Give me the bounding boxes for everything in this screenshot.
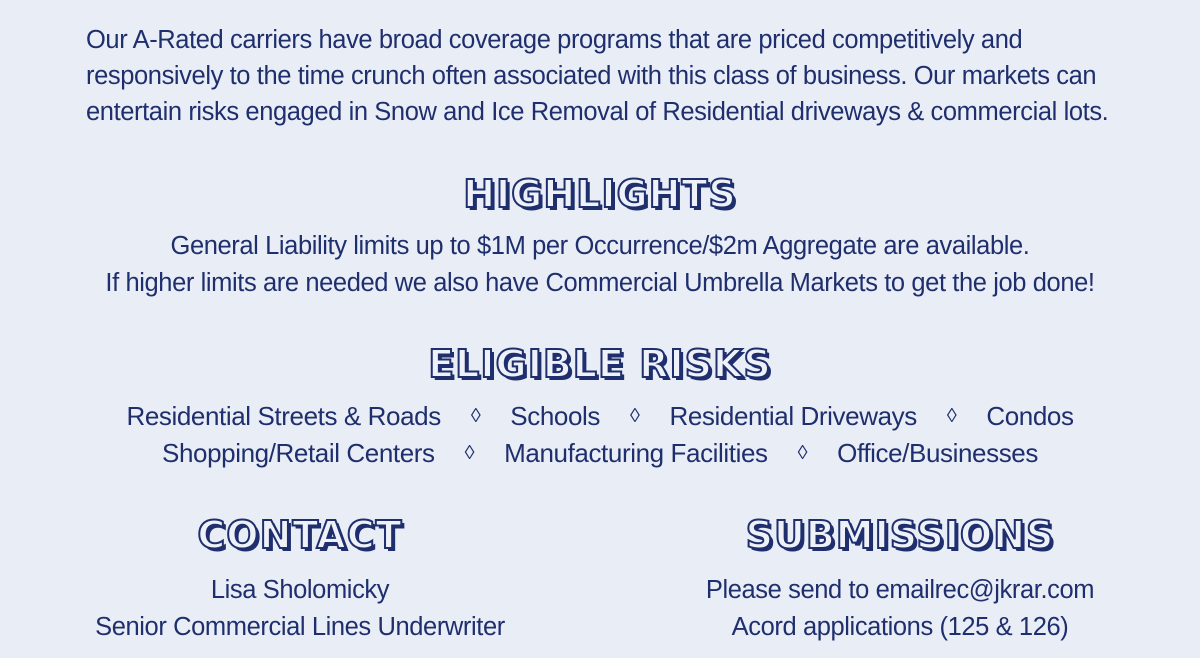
contact-heading: CONTACT <box>197 513 403 557</box>
risk-item: Schools <box>510 401 600 431</box>
highlights-line: If higher limits are needed we also have Commercial Umbrella Markets to get the job done! <box>105 269 1095 297</box>
risk-item: Manufacturing Facilities <box>504 438 768 468</box>
diamond-separator-icon: ◊ <box>470 405 481 427</box>
intro-line: Our A-Rated carriers have broad coverage programs that are priced competitively and <box>86 26 1023 54</box>
risk-item: Condos <box>986 401 1074 431</box>
contact-title: Senior Commercial Lines Underwriter <box>95 613 505 641</box>
diamond-separator-icon: ◊ <box>630 405 640 427</box>
eligible-risks-heading: ELIGIBLE RISKS <box>428 342 772 386</box>
highlights-line: General Liability limits up to $1M per Occurrence/$2m Aggregate are available. <box>170 232 1030 260</box>
contact-name: Lisa Sholomicky <box>210 576 390 604</box>
diamond-separator-icon: ◊ <box>464 442 475 464</box>
diamond-separator-icon: ◊ <box>797 442 808 464</box>
eligible-risks-row <box>0 401 1200 432</box>
submissions-heading: SUBMISSIONS <box>745 513 1055 557</box>
submissions-applications-line: Acord applications (125 & 126) <box>731 613 1069 641</box>
intro-line: responsively to the time crunch often associated with this class of business. Our markets can <box>86 62 1097 90</box>
highlights-heading: HIGHLIGHTS <box>463 172 737 216</box>
eligible-risks-row <box>0 438 1200 469</box>
intro-paragraph <box>86 22 1114 130</box>
diamond-separator-icon: ◊ <box>946 405 957 427</box>
intro-line: entertain risks engaged in Snow and Ice Removal of Residential driveways & commercial lots. <box>86 98 1109 126</box>
risk-item: Residential Streets & Roads <box>126 401 441 431</box>
risk-item: Residential Driveways <box>669 401 917 431</box>
risk-item: Office/Businesses <box>837 438 1038 468</box>
risk-item: Shopping/Retail Centers <box>162 438 435 468</box>
submissions-email-line: Please send to emailrec@jkrar.com <box>705 576 1095 604</box>
